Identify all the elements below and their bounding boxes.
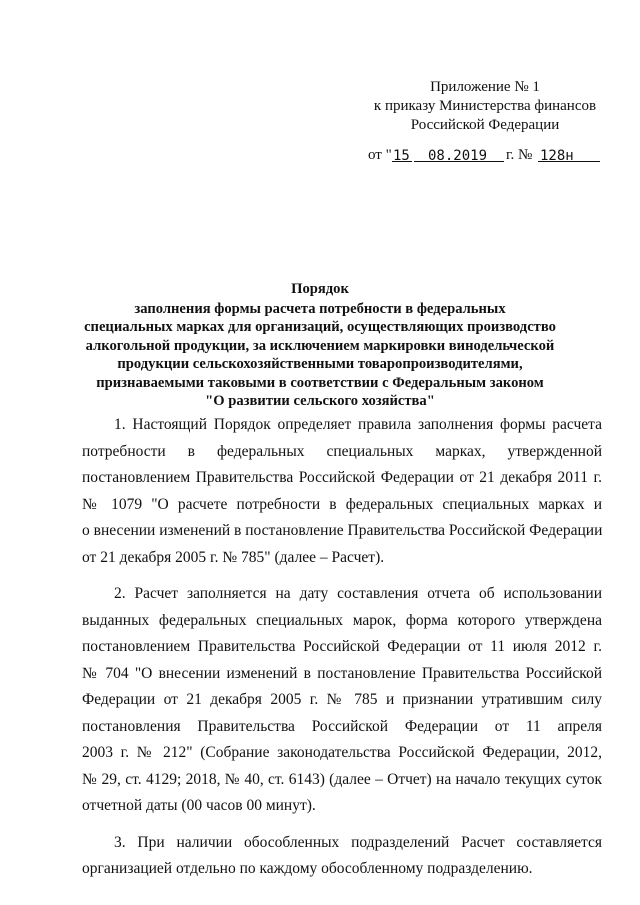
title-line: алкогольной продукции, за исключением маркировки винодельческой xyxy=(85,337,555,354)
text-line: 2003 г. № 212" (Собрание законодательства Российской Федерации, 2012, xyxy=(82,744,602,761)
order-month-year: 08.2019 xyxy=(428,148,488,164)
title-line: признаваемыми таковыми в соответствии с Федеральным законом xyxy=(96,374,544,391)
text-line: отчетной даты (00 часов 00 минут). xyxy=(82,797,316,814)
title-line: продукции сельскохозяйственными товаропроизводителями, xyxy=(117,356,523,372)
order-from-prefix: от " xyxy=(368,147,392,163)
text-line: потребности в федеральных специальных марках, утвержденной xyxy=(82,442,602,460)
text-line: о внесении изменений в постановление Правительства Российской Федерации xyxy=(82,522,603,539)
paragraph-2 xyxy=(82,581,602,820)
title-line: заполнения формы расчета потребности в федеральных xyxy=(134,300,506,317)
text-line: 3. При наличии обособленных подразделений Расчет составляется xyxy=(114,833,602,851)
order-number-prefix: г. № xyxy=(506,147,533,163)
appendix-ministry: Российской Федерации xyxy=(410,117,560,133)
appendix-number: Приложение № 1 xyxy=(430,79,540,95)
text-line: № 1079 "О расчете потребности в федеральных специальных марках и xyxy=(82,495,602,513)
text-line: 1. Настоящий Порядок определяет правила заполнения формы расчета xyxy=(114,416,602,433)
order-day: 15 xyxy=(393,148,410,164)
title-heading: Порядок xyxy=(291,281,349,297)
appendix-header xyxy=(360,78,610,135)
order-number: 128н xyxy=(540,148,574,164)
text-line: постановления Правительства Российской Федерации от 11 апреля xyxy=(82,717,602,735)
text-line: постановлением Правительства Российской Федерации от 11 июля 2012 г. xyxy=(82,638,602,655)
text-line: организацией отдельно по каждому обособленному подразделению. xyxy=(82,860,533,877)
appendix-order-ref: к приказу Министерства финансов xyxy=(373,98,597,114)
order-date-underline xyxy=(414,161,504,162)
title-line: "О развитии сельского хозяйства" xyxy=(205,393,435,409)
order-day-underline xyxy=(392,161,412,162)
text-line: № 704 "О внесении изменений в постановление Правительства Российской xyxy=(82,664,602,682)
text-line: постановлением Правительства Российской Федерации от 21 декабря 2011 г. xyxy=(82,469,602,486)
title-line: специальных марках для организаций, осуществляющих производство xyxy=(84,319,556,335)
text-line: выданных федеральных специальных марок, форма которого утверждена xyxy=(82,611,602,629)
text-line: от 21 декабря 2005 г. № 785" (далее – Расчет). xyxy=(82,548,385,566)
text-line: № 29, ст. 4129; 2018, № 40, ст. 6143) (далее – Отчет) на начало текущих суток xyxy=(82,770,602,788)
document-title xyxy=(60,280,580,411)
document-body xyxy=(82,412,602,883)
order-date-number xyxy=(368,140,608,164)
paragraph-1 xyxy=(82,412,602,571)
paragraph-3 xyxy=(82,830,602,883)
text-line: 2. Расчет заполняется на дату составления отчета об использовании xyxy=(114,585,602,602)
text-line: Федерации от 21 декабря 2005 г. № 785 и признании утратившим силу xyxy=(82,691,602,708)
order-number-underline xyxy=(538,161,600,162)
